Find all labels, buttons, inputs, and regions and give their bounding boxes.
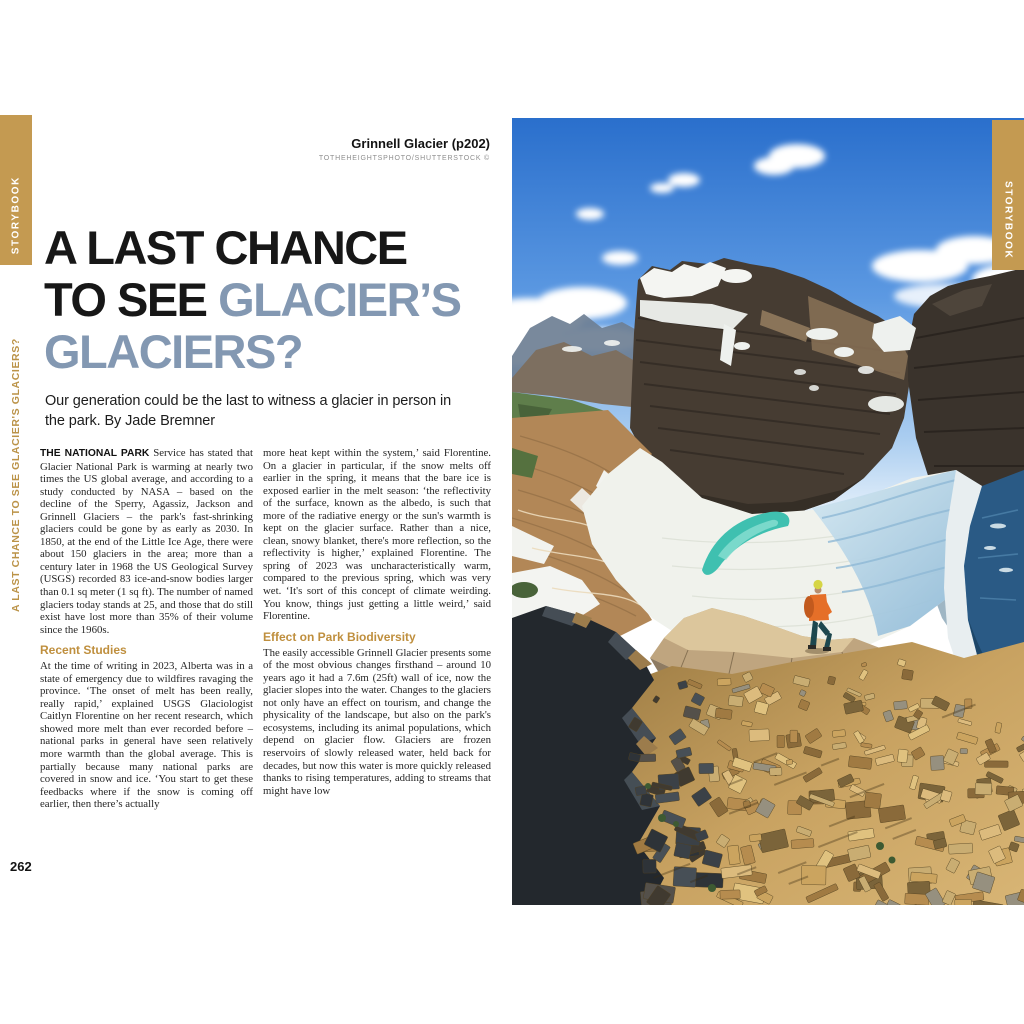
paragraph-text: Service has stated that Glacier National Park is warming at nearly two times the US global average, and according to a study conducted by NASA – based on the decline of the Sperry, Agassiz, Jackson and Grinnell Glaciers – the park's fast-shrinking glaciers could be gone by as early as 2030. In 1850, at the end of the Little Ice Age, there were about 150 glaciers in the area; more than a century later in 1968 the US Geological Survey (USGS) recorded 83 ice-and-snow bodies larger than 0.1 sq meter (1 sq ft). The number of named glaciers today stands at 25, and those that do still exist have lost more than 35% of their volume since the 1960s.: [40, 447, 253, 636]
headline-line2-black: TO SEE: [44, 273, 219, 326]
article-column-1: [40, 447, 253, 811]
standfirst-line1: Our generation could be the last to witness a glacier in person in: [45, 393, 452, 409]
paragraph: The easily accessible Grinnell Glacier presents some of the most obvious changes firsthand – around 10 years ago it had a 7.6m (25ft) wall of ice, now the glacier slopes into the water. Changes to the glaciers not only have an effect on tourism, and change the physicality of the landscape, but also on the park's ecosystems, including its animal populations, which depend on glacier flow. Glaciers are frozen reservoirs of slowly released water, held back for decades, but now this water is more quickly released thanks to rising temperatures, adding to streams that might have low: [263, 646, 491, 797]
paragraph-lead-in: THE NATIONAL PARK: [40, 448, 150, 459]
subhead-effect-biodiversity: Effect on Park Biodiversity: [263, 629, 416, 644]
sidebar-article-title: A LAST CHANCE TO SEE GLACIER'S GLACIERS?: [10, 338, 22, 612]
article-body: [40, 447, 491, 811]
subhead-recent-studies: Recent Studies: [40, 643, 127, 658]
paragraph: [40, 447, 253, 636]
page-number: 262: [10, 859, 32, 874]
glacier-photo-svg: [512, 118, 1024, 905]
headline-line1: A LAST CHANCE: [44, 221, 407, 274]
storybook-tab-left: [0, 115, 32, 265]
standfirst: [45, 391, 451, 431]
standfirst-line2: the park. By Jade Bremner: [45, 413, 215, 429]
photo-caption: [40, 136, 490, 162]
paragraph: more heat kept within the system,’ said Florentine. On a glacier in particular, if the snow melts off earlier in the spring, it means that the bare ice is exposed earlier in the melt season: ‘the reflectivity of the surface, known as the albedo, is such that more of the radiative energy or the sun's warmth is kept on the glacier surface. Rather than a nice, clean, snowy blanket, there's more reflection, so the reflectivity is higher,’ explained Florentine. The spring of 2023 was uncharacteristically warm, compared to the previous spring, which was very wet. ‘It's sort of this concept of climate weirding. You know, things just getting a little weird,’ said Florentine.: [263, 447, 491, 623]
headline: [44, 222, 461, 378]
photo-caption-title: Grinnell Glacier (p202): [351, 136, 490, 151]
article-column-2: [263, 447, 491, 811]
glacier-photo: [512, 118, 1024, 905]
storybook-tab-left-label: STORYBOOK: [10, 175, 22, 254]
photo-credit: TOTHEHEIGHTSPHOTO/SHUTTERSTOCK ©: [318, 155, 490, 162]
headline-line2-blue: GLACIER’S: [218, 273, 461, 326]
paragraph: At the time of writing in 2023, Alberta was in a state of emergency due to wildfires ravaging the province. ‘The onset of melt has been really, really rapid,’ explained USGS Glaciologist Caitlyn Florentine on her recent research, which showed more melt than ever recorded before – national parks in general have seen relatively more warmth than the global average. This is partially because many national parks are covered in snow and ice. ‘You start to get these feedbacks where if the snow is coming off earlier, then there’s actually: [40, 660, 253, 811]
storybook-tab-right: [992, 120, 1024, 270]
storybook-tab-right-label: STORYBOOK: [1002, 180, 1014, 259]
headline-line3: GLACIERS?: [44, 325, 303, 378]
